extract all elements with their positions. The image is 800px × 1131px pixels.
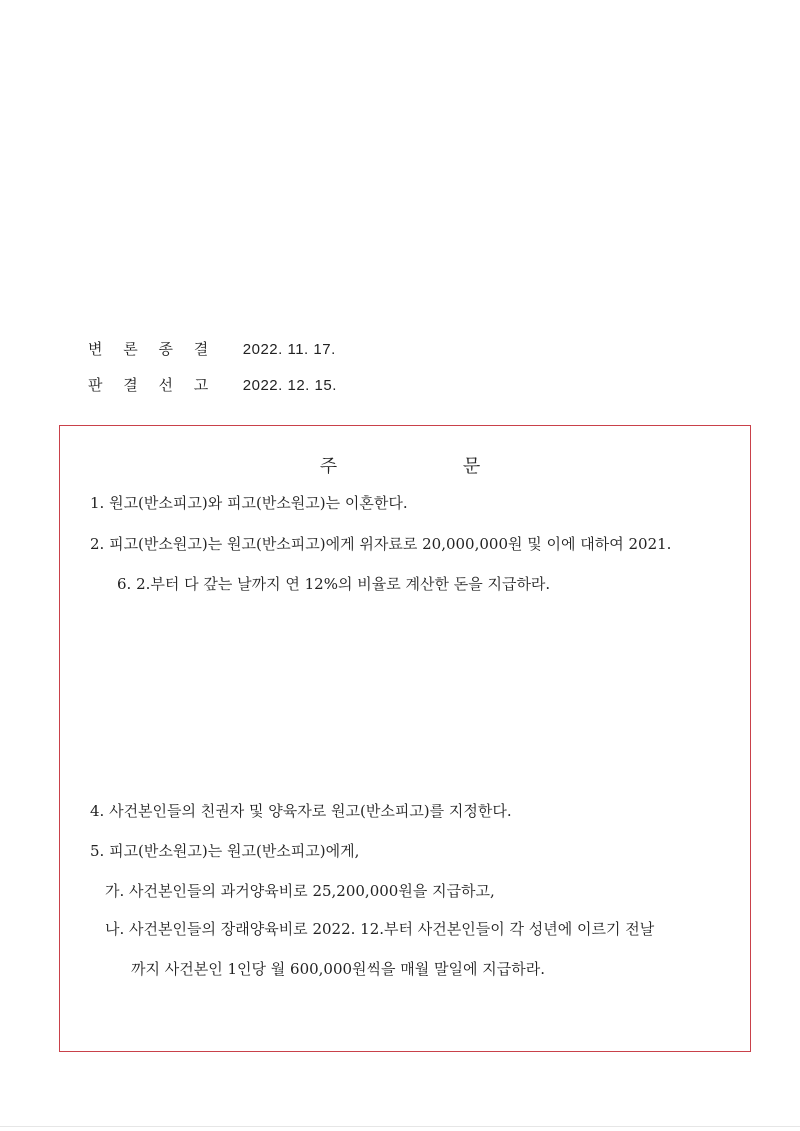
order-item-5: 5. 피고(반소원고)는 원고(반소피고)에게, [90, 842, 360, 860]
order-item-5-ga: 가. 사건본인들의 과거양육비로 25,200,000원을 지급하고, [105, 882, 495, 900]
page-bottom-divider [0, 1126, 800, 1127]
order-item-5-na: 나. 사건본인들의 장래양육비로 2022. 12.부터 사건본인들이 각 성년에 이르기 전날 [105, 920, 655, 938]
order-item-2-cont: 6. 2.부터 다 갚는 날까지 연 12%의 비율로 계산한 돈을 지급하라. [117, 575, 551, 593]
judgment-date: 2022. 12. 15. [242, 377, 337, 394]
order-item-1: 1. 원고(반소피고)와 피고(반소원고)는 이혼한다. [90, 494, 408, 512]
order-item-5-na-cont: 까지 사건본인 1인당 월 600,000원씩을 매월 말일에 지급하라. [131, 960, 546, 978]
hearing-end-label: 변 론 종 결 [88, 340, 217, 358]
hearing-end-date: 2022. 11. 17. [242, 341, 336, 358]
order-item-4: 4. 사건본인들의 친권자 및 양육자로 원고(반소피고)를 지정한다. [90, 802, 512, 820]
order-item-2: 2. 피고(반소원고)는 원고(반소피고)에게 위자료로 20,000,000원 및 이에 대하여 2021. [90, 535, 672, 553]
order-title: 주 문 [319, 456, 541, 477]
hearing-end-row [88, 338, 336, 359]
judgment-date-row [88, 374, 337, 395]
judgment-label: 판 결 선 고 [88, 376, 217, 394]
